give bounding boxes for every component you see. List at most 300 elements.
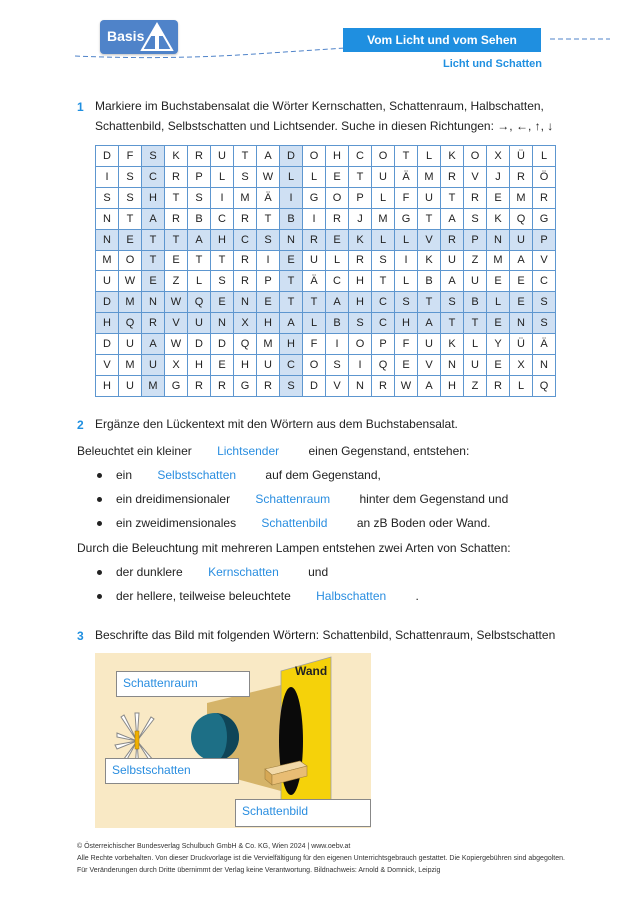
grid-cell: R	[188, 375, 211, 396]
label-box-schattenbild: Schattenbild	[235, 799, 371, 827]
grid-cell: T	[303, 292, 326, 313]
grid-cell: R	[142, 313, 165, 334]
grid-cell: I	[395, 250, 418, 271]
label-box-schattenraum: Schattenraum	[116, 671, 250, 697]
task1-instructions	[95, 96, 553, 136]
grid-cell: I	[349, 355, 372, 376]
cloze-text: ein dreidimensionaler	[116, 492, 231, 506]
answer-selbstschatten: Selbstschatten	[157, 468, 237, 482]
grid-cell: X	[165, 355, 188, 376]
grid-cell: D	[188, 334, 211, 355]
grid-cell: Ä	[533, 334, 556, 355]
cloze-text: hinter dem Gegenstand und	[359, 492, 509, 506]
header-banner: Vom Licht und vom Sehen	[343, 28, 541, 52]
grid-cell: N	[142, 292, 165, 313]
grid-cell: F	[119, 146, 142, 167]
grid-cell: S	[257, 229, 280, 250]
grid-cell: E	[211, 355, 234, 376]
grid-cell: L	[395, 229, 418, 250]
grid-cell: U	[142, 355, 165, 376]
grid-cell: L	[188, 271, 211, 292]
grid-row	[96, 187, 556, 208]
grid-cell: O	[119, 250, 142, 271]
grid-cell: I	[211, 187, 234, 208]
header-dashed-line-right	[550, 36, 610, 42]
grid-cell: I	[303, 208, 326, 229]
grid-cell: F	[395, 187, 418, 208]
grid-cell: R	[165, 208, 188, 229]
grid-cell: M	[119, 292, 142, 313]
grid-cell: E	[326, 229, 349, 250]
grid-cell: W	[257, 166, 280, 187]
grid-cell: S	[441, 292, 464, 313]
grid-cell: R	[234, 250, 257, 271]
grid-cell: A	[142, 334, 165, 355]
grid-cell: M	[142, 375, 165, 396]
cloze-text: .	[415, 589, 419, 603]
label-box-selbstschatten: Selbstschatten	[105, 758, 239, 784]
grid-cell: D	[303, 375, 326, 396]
grid-cell: U	[119, 375, 142, 396]
grid-cell: V	[418, 355, 441, 376]
cloze-text: auf dem Gegenstand,	[265, 468, 381, 482]
grid-cell: K	[418, 250, 441, 271]
grid-cell: S	[119, 187, 142, 208]
grid-cell: X	[487, 146, 510, 167]
grid-cell: E	[119, 229, 142, 250]
grid-cell: T	[280, 292, 303, 313]
grid-cell: K	[441, 334, 464, 355]
grid-cell: C	[372, 313, 395, 334]
grid-cell: L	[303, 313, 326, 334]
grid-cell: K	[487, 208, 510, 229]
grid-cell: Ä	[303, 271, 326, 292]
grid-cell: R	[234, 208, 257, 229]
grid-cell: L	[303, 166, 326, 187]
grid-cell: T	[211, 250, 234, 271]
grid-cell: T	[464, 313, 487, 334]
grid-cell: H	[96, 313, 119, 334]
cloze-line-1	[77, 444, 469, 458]
grid-cell: R	[188, 146, 211, 167]
footer-rights: Alle Rechte vorbehalten. Von dieser Druckvorlage ist die Vervielfältigung für den eigenen Unterrichtsgebrauch gestattet. Die Kopiergebühren sind abgegolten.	[77, 855, 565, 862]
grid-cell: P	[188, 166, 211, 187]
grid-cell: O	[349, 334, 372, 355]
cloze-text: einen Gegenstand, entstehen:	[308, 444, 470, 458]
grid-cell: R	[533, 187, 556, 208]
grid-cell: E	[510, 271, 533, 292]
grid-cell: V	[418, 229, 441, 250]
grid-cell: E	[487, 355, 510, 376]
grid-cell: A	[257, 146, 280, 167]
grid-cell: I	[280, 187, 303, 208]
grid-cell: D	[280, 146, 303, 167]
grid-cell: Z	[464, 375, 487, 396]
grid-cell: R	[303, 229, 326, 250]
grid-cell: C	[533, 271, 556, 292]
grid-row	[96, 271, 556, 292]
grid-cell: L	[510, 375, 533, 396]
grid-cell: T	[165, 229, 188, 250]
grid-cell: G	[303, 187, 326, 208]
grid-cell: S	[188, 187, 211, 208]
grid-cell: T	[418, 208, 441, 229]
grid-cell: S	[395, 292, 418, 313]
grid-cell: T	[165, 187, 188, 208]
grid-cell: B	[326, 313, 349, 334]
grid-cell: M	[510, 187, 533, 208]
grid-cell: E	[510, 292, 533, 313]
grid-cell: A	[441, 208, 464, 229]
grid-cell: H	[441, 375, 464, 396]
grid-cell: S	[464, 208, 487, 229]
grid-cell: A	[326, 292, 349, 313]
footer-credits: Für Veränderungen durch Dritte übernimmt der Verlag keine Verantwortung. Bildnachweis: Arnold & Domnick, Leipzig	[77, 867, 441, 874]
grid-cell: O	[326, 187, 349, 208]
grid-cell: H	[395, 313, 418, 334]
grid-cell: S	[119, 166, 142, 187]
grid-cell: R	[441, 229, 464, 250]
grid-cell: E	[395, 355, 418, 376]
grid-cell: B	[280, 208, 303, 229]
grid-cell: E	[257, 292, 280, 313]
grid-cell: D	[96, 334, 119, 355]
grid-cell: N	[234, 292, 257, 313]
grid-cell: T	[372, 271, 395, 292]
grid-cell: W	[119, 271, 142, 292]
grid-cell: I	[96, 166, 119, 187]
grid-cell: U	[96, 271, 119, 292]
grid-cell: E	[487, 313, 510, 334]
grid-cell: E	[326, 166, 349, 187]
grid-cell: U	[303, 250, 326, 271]
grid-cell: G	[165, 375, 188, 396]
grid-cell: L	[464, 334, 487, 355]
word-search-grid	[95, 145, 556, 397]
grid-cell: Ü	[510, 334, 533, 355]
grid-cell: T	[188, 250, 211, 271]
grid-cell: K	[441, 146, 464, 167]
grid-cell: R	[510, 166, 533, 187]
cloze-bullet-3	[97, 516, 490, 530]
grid-cell: H	[211, 229, 234, 250]
grid-cell: Q	[510, 208, 533, 229]
grid-cell: H	[234, 355, 257, 376]
grid-cell: L	[326, 250, 349, 271]
grid-cell: N	[510, 313, 533, 334]
answer-kernschatten: Kernschatten	[208, 565, 279, 579]
grid-cell: U	[418, 334, 441, 355]
grid-cell: N	[96, 208, 119, 229]
grid-cell: M	[418, 166, 441, 187]
grid-cell: E	[487, 271, 510, 292]
grid-cell: N	[533, 355, 556, 376]
grid-cell: X	[510, 355, 533, 376]
grid-cell: K	[349, 229, 372, 250]
grid-cell: Ä	[395, 166, 418, 187]
grid-cell: O	[464, 146, 487, 167]
footer-copyright: © Österreichischer Bundesverlag Schulbuch GmbH & Co. KG, Wien 2024 | www.oebv.at	[77, 843, 351, 850]
grid-cell: G	[533, 208, 556, 229]
answer-lichtsender: Lichtsender	[217, 444, 280, 458]
grid-cell: S	[372, 250, 395, 271]
grid-cell: H	[326, 146, 349, 167]
grid-cell: N	[349, 375, 372, 396]
grid-cell: Ö	[533, 166, 556, 187]
grid-cell: S	[234, 166, 257, 187]
bullet-icon	[97, 594, 102, 599]
grid-row	[96, 166, 556, 187]
grid-cell: Q	[188, 292, 211, 313]
task3-number: 3	[77, 629, 84, 643]
grid-cell: L	[372, 187, 395, 208]
grid-cell: M	[96, 250, 119, 271]
grid-cell: L	[487, 292, 510, 313]
grid-cell: E	[211, 292, 234, 313]
grid-cell: S	[326, 355, 349, 376]
grid-cell: V	[165, 313, 188, 334]
grid-cell: S	[349, 313, 372, 334]
grid-cell: N	[441, 355, 464, 376]
grid-cell: Q	[372, 355, 395, 376]
grid-cell: U	[418, 187, 441, 208]
grid-cell: R	[349, 250, 372, 271]
grid-cell: B	[418, 271, 441, 292]
bullet-icon	[97, 497, 102, 502]
grid-cell: P	[533, 229, 556, 250]
grid-cell: P	[464, 229, 487, 250]
grid-row	[96, 208, 556, 229]
grid-cell: O	[303, 146, 326, 167]
answer-halbschatten: Halbschatten	[316, 589, 387, 603]
grid-cell: T	[441, 313, 464, 334]
grid-cell: O	[372, 146, 395, 167]
grid-row	[96, 355, 556, 376]
grid-cell: A	[441, 271, 464, 292]
grid-cell: Z	[165, 271, 188, 292]
grid-cell: Q	[533, 375, 556, 396]
grid-cell: T	[441, 187, 464, 208]
logo-text: Basis	[107, 28, 145, 44]
grid-cell: H	[188, 355, 211, 376]
grid-cell: C	[234, 229, 257, 250]
grid-cell: N	[280, 229, 303, 250]
grid-cell: T	[349, 166, 372, 187]
cloze-text: der dunklere	[116, 565, 183, 579]
grid-cell: A	[510, 250, 533, 271]
grid-cell: U	[464, 355, 487, 376]
grid-row	[96, 229, 556, 250]
grid-row	[96, 313, 556, 334]
grid-cell: R	[372, 375, 395, 396]
task1-line2: Schattenbild, Selbstschatten und Lichtsender. Suche in diesen Richtungen: →, ←, ↑, ↓	[95, 119, 554, 133]
grid-cell: Y	[487, 334, 510, 355]
grid-cell: Ä	[257, 187, 280, 208]
page-subtitle: Licht und Schatten	[443, 58, 542, 70]
grid-cell: A	[418, 313, 441, 334]
grid-cell: L	[418, 146, 441, 167]
cloze-text: der hellere, teilweise beleuchtete	[116, 589, 291, 603]
candle-icon	[135, 731, 139, 749]
grid-cell: U	[257, 355, 280, 376]
grid-cell: E	[487, 187, 510, 208]
grid-cell: S	[142, 146, 165, 167]
header-dashed-line	[75, 46, 345, 60]
grid-row	[96, 292, 556, 313]
grid-cell: J	[349, 208, 372, 229]
task1-line1: Markiere im Buchstabensalat die Wörter Kernschatten, Schattenraum, Halbschatten,	[95, 99, 544, 113]
grid-cell: M	[257, 334, 280, 355]
grid-cell: U	[441, 250, 464, 271]
grid-cell: B	[188, 208, 211, 229]
grid-cell: V	[326, 375, 349, 396]
wall-label: Wand	[295, 664, 328, 678]
task2-instructions: Ergänze den Lückentext mit den Wörtern aus dem Buchstabensalat.	[95, 417, 458, 431]
grid-cell: W	[165, 334, 188, 355]
grid-cell: H	[142, 187, 165, 208]
cloze-text: ein	[116, 468, 133, 482]
task2-number: 2	[77, 418, 84, 432]
grid-cell: C	[142, 166, 165, 187]
grid-cell: L	[372, 229, 395, 250]
grid-cell: T	[234, 146, 257, 167]
bullet-icon	[97, 521, 102, 526]
cloze-text: und	[308, 565, 329, 579]
grid-cell: P	[349, 187, 372, 208]
grid-cell: R	[326, 208, 349, 229]
cloze-text: Beleuchtet ein kleiner	[77, 444, 192, 458]
grid-cell: U	[211, 146, 234, 167]
grid-cell: H	[349, 271, 372, 292]
cloze-bullet-4	[97, 565, 328, 579]
task1-number: 1	[77, 100, 84, 114]
grid-cell: R	[487, 375, 510, 396]
grid-cell: T	[418, 292, 441, 313]
grid-cell: E	[142, 271, 165, 292]
cloze-bullet-2	[97, 492, 508, 506]
grid-cell: D	[211, 334, 234, 355]
grid-cell: J	[487, 166, 510, 187]
grid-cell: L	[533, 146, 556, 167]
grid-cell: U	[119, 334, 142, 355]
grid-cell: N	[211, 313, 234, 334]
grid-cell: C	[349, 146, 372, 167]
cloze-line-2: Durch die Beleuchtung mit mehreren Lampen entstehen zwei Arten von Schatten:	[77, 541, 511, 555]
grid-cell: M	[487, 250, 510, 271]
grid-cell: B	[464, 292, 487, 313]
grid-cell: M	[372, 208, 395, 229]
grid-row	[96, 375, 556, 396]
grid-cell: Z	[464, 250, 487, 271]
bullet-icon	[97, 570, 102, 575]
grid-cell: U	[510, 229, 533, 250]
grid-cell: H	[96, 375, 119, 396]
grid-cell: T	[280, 271, 303, 292]
grid-cell: W	[395, 375, 418, 396]
grid-cell: I	[257, 250, 280, 271]
answer-schattenraum: Schattenraum	[255, 492, 331, 506]
grid-cell: G	[234, 375, 257, 396]
cloze-text: ein zweidimensionales	[116, 516, 237, 530]
grid-cell: C	[211, 208, 234, 229]
grid-cell: L	[211, 166, 234, 187]
grid-cell: Q	[234, 334, 257, 355]
grid-cell: F	[395, 334, 418, 355]
grid-cell: M	[234, 187, 257, 208]
answer-schattenbild: Schattenbild	[261, 516, 328, 530]
grid-cell: U	[372, 166, 395, 187]
grid-cell: R	[464, 187, 487, 208]
grid-cell: A	[418, 375, 441, 396]
grid-cell: O	[303, 355, 326, 376]
grid-cell: V	[533, 250, 556, 271]
grid-cell: T	[395, 146, 418, 167]
grid-cell: R	[211, 375, 234, 396]
grid-cell: S	[211, 271, 234, 292]
grid-cell: E	[280, 250, 303, 271]
grid-cell: T	[257, 208, 280, 229]
grid-cell: D	[96, 146, 119, 167]
grid-cell: P	[372, 334, 395, 355]
grid-cell: C	[372, 292, 395, 313]
grid-cell: R	[165, 166, 188, 187]
grid-cell: R	[441, 166, 464, 187]
grid-cell: M	[119, 355, 142, 376]
grid-cell: H	[280, 334, 303, 355]
grid-cell: S	[533, 313, 556, 334]
grid-cell: G	[395, 208, 418, 229]
grid-cell: R	[257, 375, 280, 396]
grid-cell: I	[326, 334, 349, 355]
grid-cell: L	[395, 271, 418, 292]
grid-row	[96, 334, 556, 355]
grid-cell: A	[142, 208, 165, 229]
grid-cell: D	[96, 292, 119, 313]
grid-cell: W	[165, 292, 188, 313]
grid-cell: H	[257, 313, 280, 334]
grid-cell: A	[188, 229, 211, 250]
grid-cell: V	[464, 166, 487, 187]
grid-row	[96, 250, 556, 271]
grid-cell: Ü	[510, 146, 533, 167]
grid-cell: H	[349, 292, 372, 313]
grid-cell: T	[119, 208, 142, 229]
grid-cell: X	[234, 313, 257, 334]
cloze-bullet-1	[97, 468, 381, 482]
cloze-text: an zB Boden oder Wand.	[356, 516, 491, 530]
grid-cell: N	[96, 229, 119, 250]
grid-cell: E	[165, 250, 188, 271]
grid-cell: T	[142, 250, 165, 271]
grid-cell: C	[280, 355, 303, 376]
bullet-icon	[97, 473, 102, 478]
grid-cell: A	[280, 313, 303, 334]
grid-cell: K	[165, 146, 188, 167]
shadow-illustration	[95, 653, 371, 828]
grid-cell: T	[142, 229, 165, 250]
grid-cell: R	[234, 271, 257, 292]
grid-cell: P	[257, 271, 280, 292]
cloze-bullet-5	[97, 589, 419, 603]
grid-cell: F	[303, 334, 326, 355]
grid-cell: N	[487, 229, 510, 250]
grid-cell: S	[96, 187, 119, 208]
grid-row	[96, 146, 556, 167]
grid-cell: V	[96, 355, 119, 376]
task3-instructions: Beschrifte das Bild mit folgenden Wörtern: Schattenbild, Schattenraum, Selbstschatten	[95, 628, 556, 642]
grid-cell: S	[280, 375, 303, 396]
grid-cell: C	[326, 271, 349, 292]
